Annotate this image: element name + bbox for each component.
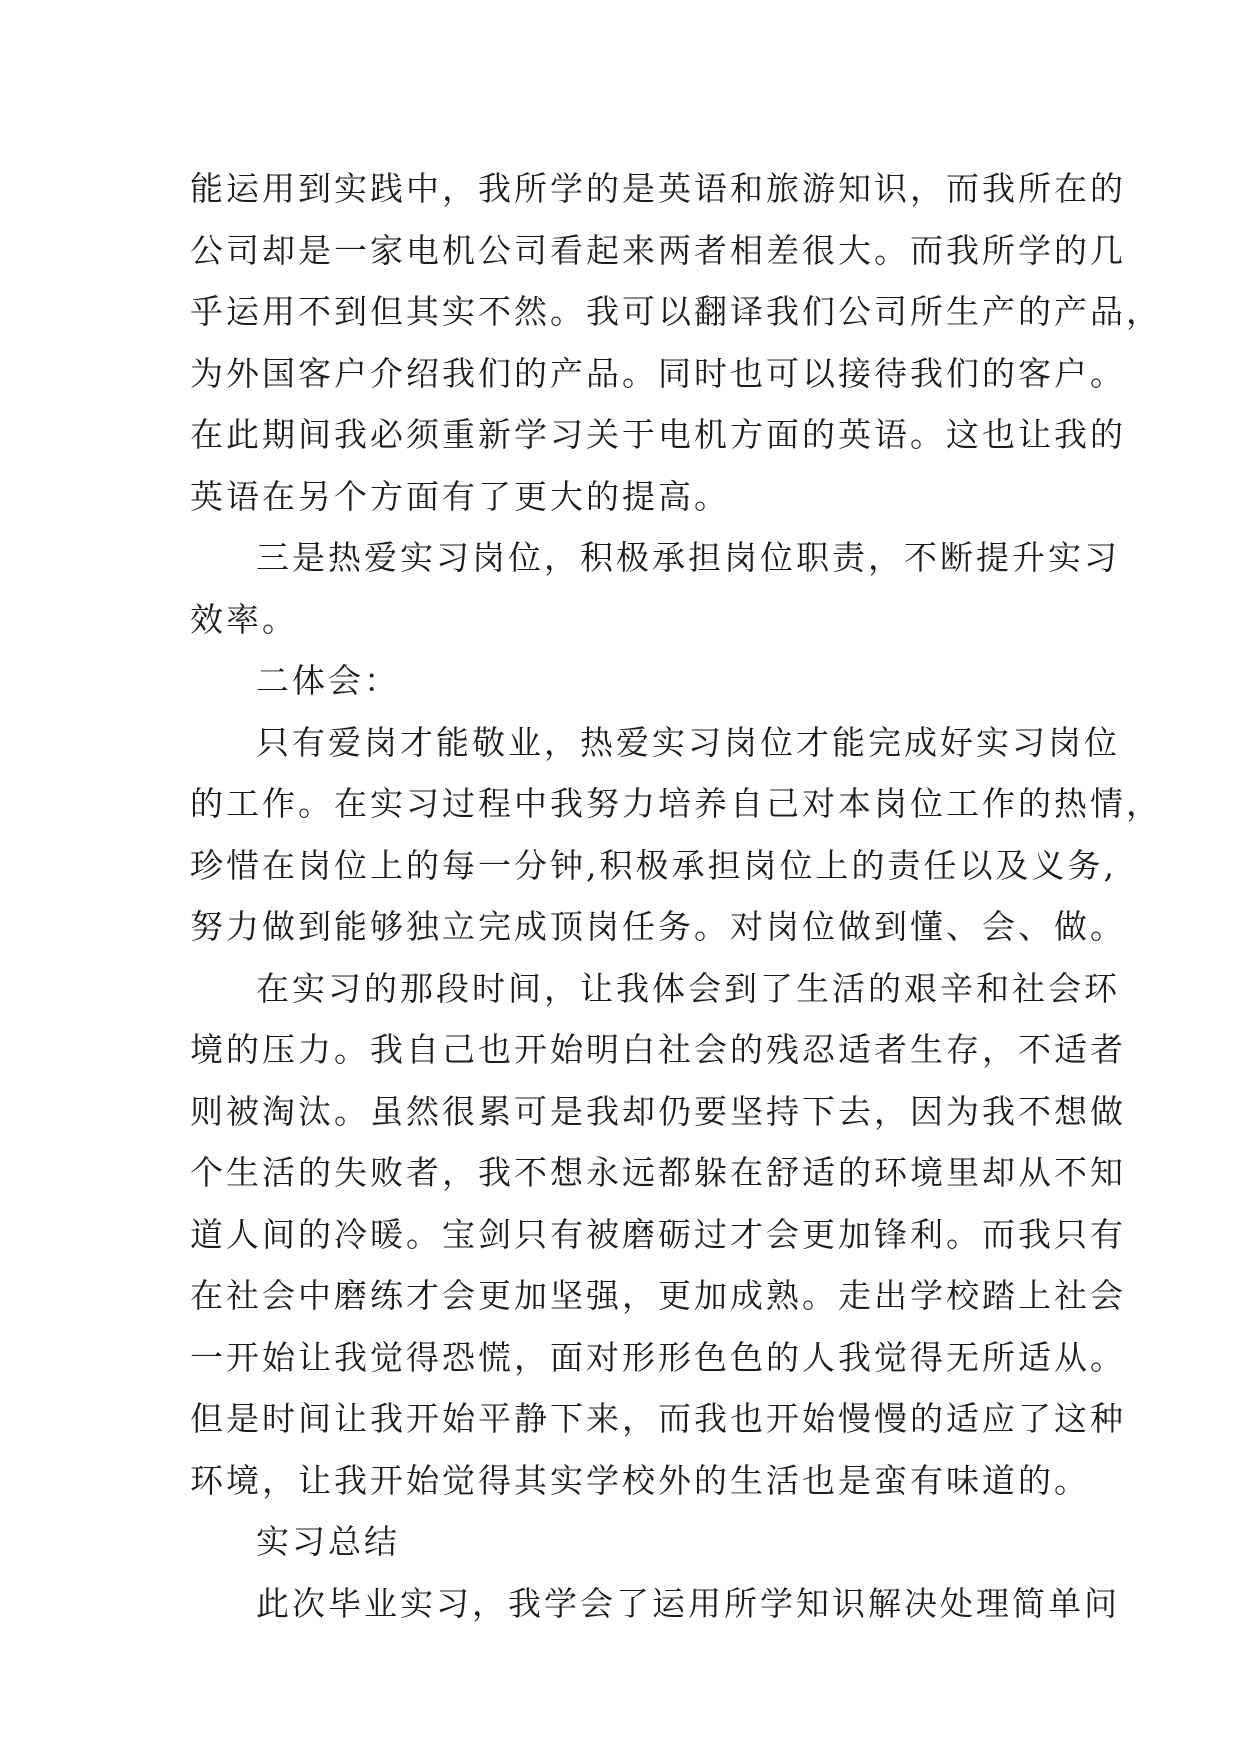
- paragraph-start-line: 只有爱岗才能敬业，热爱实习岗位才能完成好实习岗位: [256, 722, 1120, 762]
- text-line: 则被淘汰。虽然很累可是我却仍要坚持下去，因为我不想做: [190, 1091, 1126, 1131]
- section-heading: 实习总结: [256, 1522, 400, 1561]
- text-line: 一开始让我觉得恐慌，面对形形色色的人我觉得无所适从。: [190, 1337, 1126, 1377]
- text-line: 效率。: [190, 599, 298, 639]
- paragraph-start-line: 三是热爱实习岗位，积极承担岗位职责，不断提升实习: [256, 538, 1120, 577]
- text-line: 个生活的失败者，我不想永远都躲在舒适的环境里却从不知: [190, 1153, 1126, 1192]
- text-line: 努力做到能够独立完成顶岗任务。对岗位做到懂、会、做。: [190, 907, 1126, 946]
- text-line: 乎运用不到但其实不然。我可以翻译我们公司所生产的产品，: [190, 292, 1162, 331]
- text-line: 在此期间我必须重新学习关于电机方面的英语。这也让我的: [190, 415, 1126, 454]
- paragraph-start-line: 此次毕业实习，我学会了运用所学知识解决处理简单问: [256, 1583, 1120, 1623]
- paragraph-start-line: 在实习的那段时间，让我体会到了生活的艰辛和社会环: [256, 968, 1120, 1008]
- text-line: 道人间的冷暖。宝剑只有被磨砺过才会更加锋利。而我只有: [190, 1214, 1126, 1254]
- text-line: 公司却是一家电机公司看起来两者相差很大。而我所学的几: [190, 230, 1126, 270]
- text-line: 为外国客户介绍我们的产品。同时也可以接待我们的客户。: [190, 353, 1126, 393]
- text-line: 珍惜在岗位上的每一分钟,积极承担岗位上的责任以及义务,: [190, 845, 1117, 885]
- section-heading: 二体会：: [256, 661, 400, 700]
- text-line: 英语在另个方面有了更大的提高。: [190, 476, 730, 516]
- document-body: [190, 158, 1162, 1634]
- text-line: 在社会中磨练才会更加坚强，更加成熟。走出学校踏上社会: [190, 1276, 1126, 1315]
- text-line: 境的压力。我自己也开始明白社会的残忍适者生存，不适者: [190, 1030, 1126, 1069]
- text-line: 的工作。在实习过程中我努力培养自己对本岗位工作的热情，: [190, 784, 1162, 823]
- text-line: 环境，让我开始觉得其实学校外的生活也是蛮有味道的。: [190, 1460, 1090, 1500]
- text-line: 但是时间让我开始平静下来，而我也开始慢慢的适应了这种: [190, 1399, 1126, 1438]
- text-line: 能运用到实践中，我所学的是英语和旅游知识，而我所在的: [190, 169, 1126, 208]
